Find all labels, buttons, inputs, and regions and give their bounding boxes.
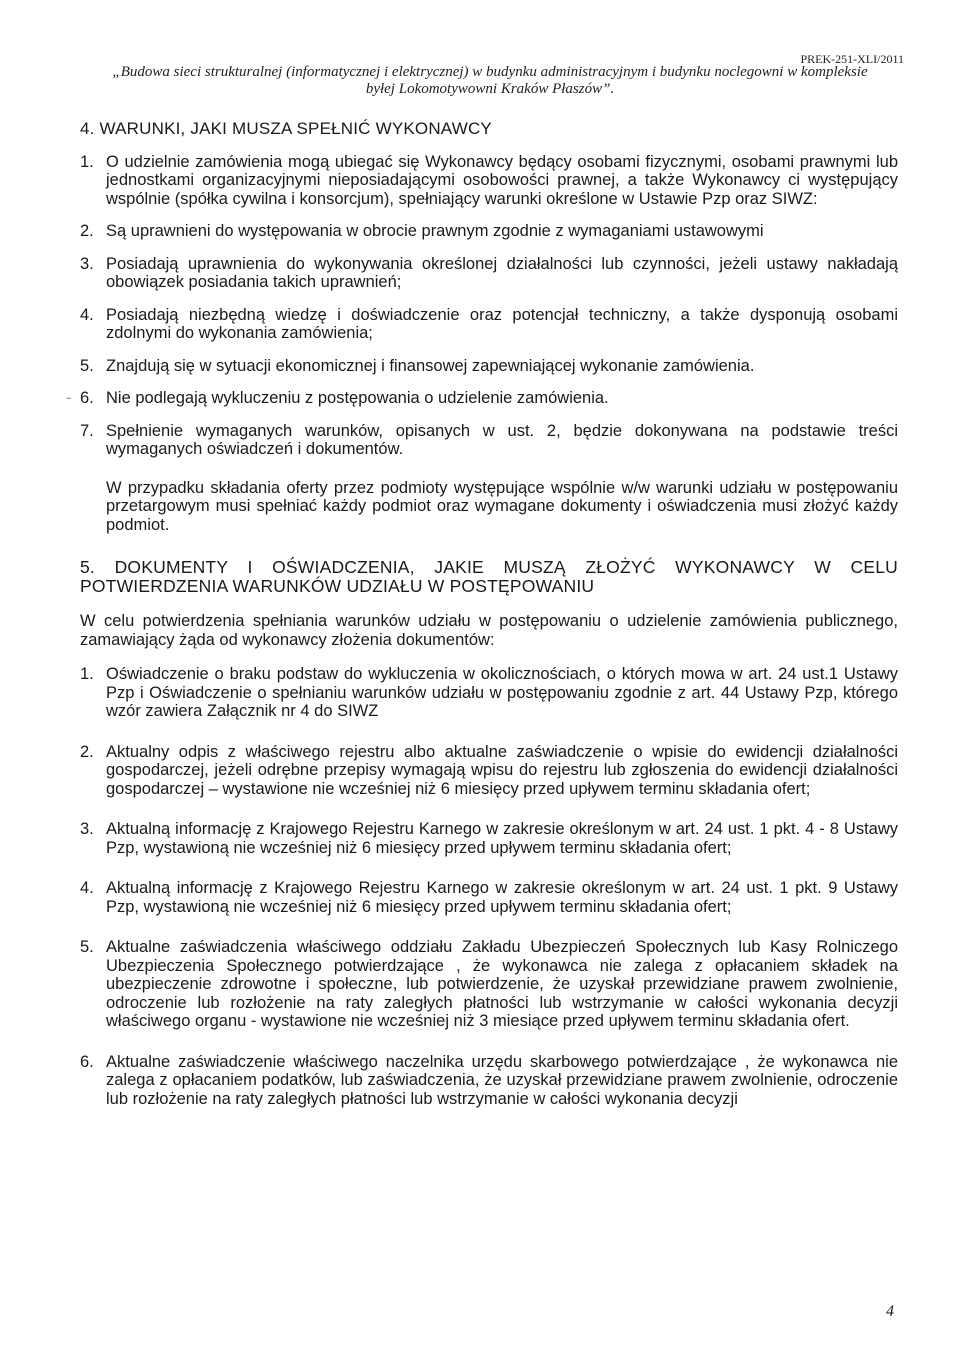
item-text: Posiadają niezbędną wiedzę i doświadczenie oraz potencjał techniczny, a także dysponują osobami zdolnymi do wykonania zamówienia; <box>106 305 898 342</box>
document-body <box>66 119 898 1122</box>
page-number: 4 <box>886 1303 894 1320</box>
list-item <box>80 938 898 1031</box>
item-text: Posiadają uprawnienia do wykonywania określonej działalności lub czynności, jeżeli ustawy nakładają obowiązek posiadania takich uprawnień; <box>106 254 898 291</box>
section-4-title: 4. WARUNKI, JAKI MUSZA SPEŁNIĆ WYKONAWCY <box>80 119 492 138</box>
document-reference: PREK-251-XLI/2011 <box>800 52 904 66</box>
list-item <box>80 153 898 209</box>
list-item <box>80 879 898 916</box>
item-text: Aktualną informację z Krajowego Rejestru Karnego w zakresie określonym w art. 24 ust. 1 pkt. 4 - 8 Ustawy Pzp, wystawioną nie wcześniej niż 6 miesięcy przed upływem terminu składania ofert; <box>106 820 898 857</box>
item-number: 4. <box>80 879 94 897</box>
item-text: Znajdują się w sytuacji ekonomicznej i finansowej zapewniającej wykonanie zamówienia. <box>106 356 755 375</box>
item-text: Spełnienie wymaganych warunków, opisanych w ust. 2, będzie dokonywana na podstawie treści wymaganych oświadczeń i dokumentów. <box>106 421 898 458</box>
item-number: 6. <box>80 389 94 407</box>
item-number: 2. <box>80 222 94 240</box>
list-item <box>80 665 898 721</box>
list-item <box>80 422 898 459</box>
item-text: O udzielnie zamówienia mogą ubiegać się Wykonawcy będący osobami fizycznymi, osobami prawnymi lub jednostkami organizacyjnymi nieposiadającymi osobowości prawnej, a także Wykonawcy ci występujący wspólnie (spółka cywilna i konsorcjum), spełniający warunki określone w Ustawie Pzp oraz SIWZ: <box>106 152 898 208</box>
list-item <box>66 389 898 408</box>
joint-bidders-note: W przypadku składania oferty przez podmioty występujące wspólnie w/w warunki udziału w postępowaniu przetargowym musi spełniać każdy podmiot oraz wymagane dokumenty i oświadczenia musi złożyć każdy podmiot. <box>106 478 898 534</box>
item-text: Są uprawnieni do występowania w obrocie prawnym zgodnie z wymaganiami ustawowymi <box>106 222 764 240</box>
item-text: Nie podlegają wykluczeniu z postępowania o udzielenie zamówienia. <box>106 389 609 407</box>
section-5-title: 5. DOKUMENTY I OŚWIADCZENIA, JAKIE MUSZĄ ZŁOŻYĆ WYKONAWCY W CELU POTWIERDZENIA WARUNKÓW UDZIAŁU W POSTĘPOWANIU <box>80 557 898 596</box>
item-text: Aktualne zaświadczenia właściwego oddziału Zakładu Ubezpieczeń Społecznych lub Kasy Rolniczego Ubezpieczenia Społecznego potwierdzające , że wykonawca nie zalega z opłacaniem składek na ubezpieczenie zdrowotne i społeczne, lub potwierdzenie, że uzyskał przewidziane prawem zwolnienie, odroczenie lub rozłożenie na raty zaległych płatności lub wstrzymanie w całości wykonania decyzji właściwego organu - wystawione nie wcześniej niż 3 miesiące przed upływem terminu składania ofert. <box>106 938 898 1030</box>
item-text: Aktualny odpis z właściwego rejestru albo aktualne zaświadczenie o wpisie do ewidencji działalności gospodarczej, jeżeli odrębne przepisy wymagają wpisu do rejestru lub zgłoszenia do ewidencji działalności gospodarczej – wystawione nie wcześniej niż 6 miesięcy przed upływem terminu składania ofert; <box>106 742 898 798</box>
section-5-intro: W celu potwierdzenia spełniania warunków udziału w postępowaniu o udzielenie zamówienia publicznego, zamawiający żąda od wykonawcy złożenia dokumentów: <box>80 612 898 649</box>
item-number: 5. <box>80 356 94 375</box>
item-number: 6. <box>80 1052 94 1071</box>
list-item <box>80 820 898 857</box>
item-number: 7. <box>80 421 94 440</box>
item-number: 4. <box>80 305 94 324</box>
item-text: Aktualną informację z Krajowego Rejestru Karnego w zakresie określonym w art. 24 ust. 1 pkt. 9 Ustawy Pzp, wystawioną nie wcześniej niż 6 miesięcy przed upływem terminu składania ofert; <box>106 879 898 916</box>
item-number: 1. <box>80 152 94 171</box>
list-item <box>80 306 898 343</box>
item-text: Aktualne zaświadczenie właściwego naczelnika urzędu skarbowego potwierdzające , że wykonawca nie zalega z opłacaniem podatków, lub zaświadczenia, że uzyskał przewidziane prawem zwolnienie, odroczenie lub rozłożenie na raty zaległych płatności lub wstrzymanie w całości wykonania decyzji <box>106 1052 898 1108</box>
project-title: „Budowa sieci strukturalnej (informatycznej i elektrycznej) w budynku administracyjnym i budynku noclegowni w kompleksie byłej Lokomotywowni Kraków Płaszów”. <box>112 64 868 97</box>
item-number: 1. <box>80 665 94 683</box>
list-item <box>80 222 898 241</box>
item-number: 5. <box>80 938 94 956</box>
margin-tick-mark: - <box>66 389 72 407</box>
item-text: Oświadczenie o braku podstaw do wykluczenia w okolicznościach, o których mowa w art. 24 ust.1 Ustawy Pzp i Oświadczenie o spełnianiu warunków udziału w postępowaniu zgodnie z art. 44 Ustawy Pzp, którego wzór zawiera Załącznik nr 4 do SIWZ <box>106 665 898 720</box>
list-item <box>80 743 898 799</box>
item-number: 3. <box>80 254 94 273</box>
list-item <box>80 357 898 376</box>
item-number: 3. <box>80 820 94 838</box>
item-number: 2. <box>80 742 94 761</box>
list-item <box>80 1053 898 1109</box>
list-item <box>80 255 898 292</box>
